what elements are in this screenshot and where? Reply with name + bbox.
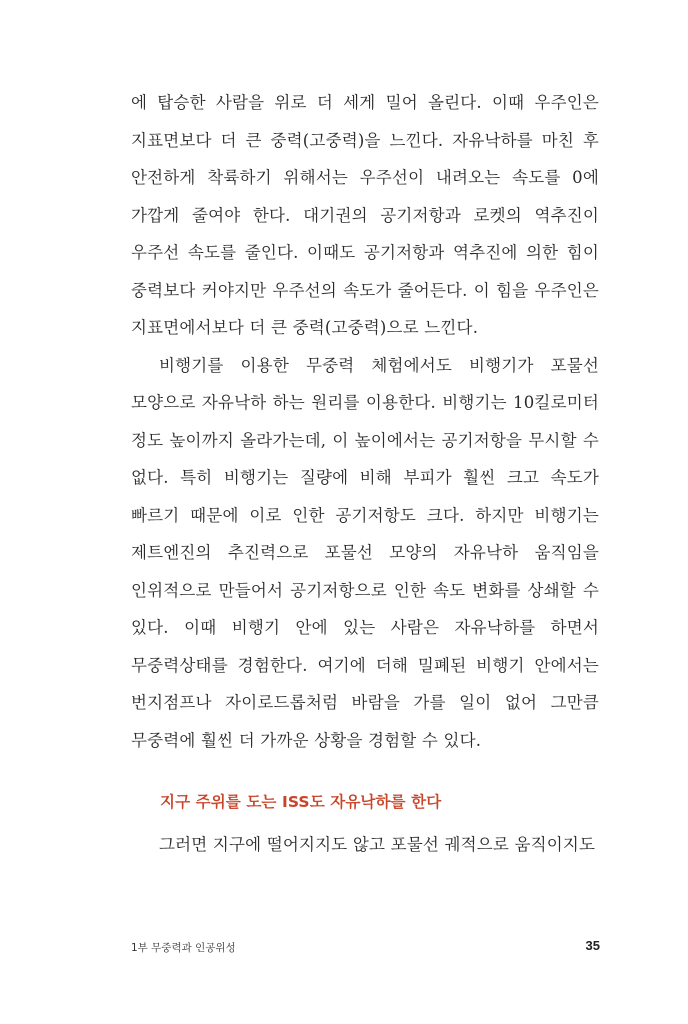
paragraph-2: 비행기를 이용한 무중력 체험에서도 비행기가 포물선 모양으로 자유낙하 하는 원리를 이용한다. 비행기는 10킬로미터 정도 높이까지 올라가는데, 이 높이에서는 공기저항을 무시할 수 없다. 특히 비행기는 질량에 비해 부피가 훨씬 크고 속도가 빠르기 때문에 이로 인한 공기저항도 크다. 하지만 비행기는 제트엔진의 추진력으로 포물선 모양의 자유낙하 움직임을 인위적으로 만들어서 공기저항으로 인한 속도 변화를 상쇄할 수 있다. 이때 비행기 안에 있는 사람은 자유낙하를 하면서 무중력상태를 경험한다. 여기에 더해 밀폐된 비행기 안에서는 번지점프나 자이로드롭처럼 바람을 가를 일이 없어 그만큼 무중력에 훨씬 더 가까운 상황을 경험할 수 있다. bbox=[131, 355, 599, 750]
paragraph-1: 에 탑승한 사람을 위로 더 세게 밀어 올린다. 이때 우주인은 지표면보다 더 큰 중력(고중력)을 느낀다. 자유낙하를 마친 후 안전하게 착륙하기 위해서는 우주선이 내려오는 속도를 0에 가깝게 줄여야 한다. 대기권의 공기저항과 로켓의 역추진이 우주선 속도를 줄인다. 이때도 공기저항과 역추진에 의한 힘이 중력보다 커야지만 우주선의 속도가 줄어든다. 이 힘을 우주인은 지표면에서보다 더 큰 중력(고중력)으로 느낀다. bbox=[131, 93, 599, 337]
section-heading: 지구 주위를 도는 ISS도 자유낙하를 한다 bbox=[160, 793, 442, 811]
running-footer-chapter: 1부 무중력과 인공위성 bbox=[131, 942, 236, 954]
body-text bbox=[131, 84, 599, 759]
section-first-line: 그러면 지구에 떨어지지도 않고 포물선 궤적으로 움직이지도 bbox=[159, 835, 596, 854]
page-number: 35 bbox=[585, 938, 600, 953]
